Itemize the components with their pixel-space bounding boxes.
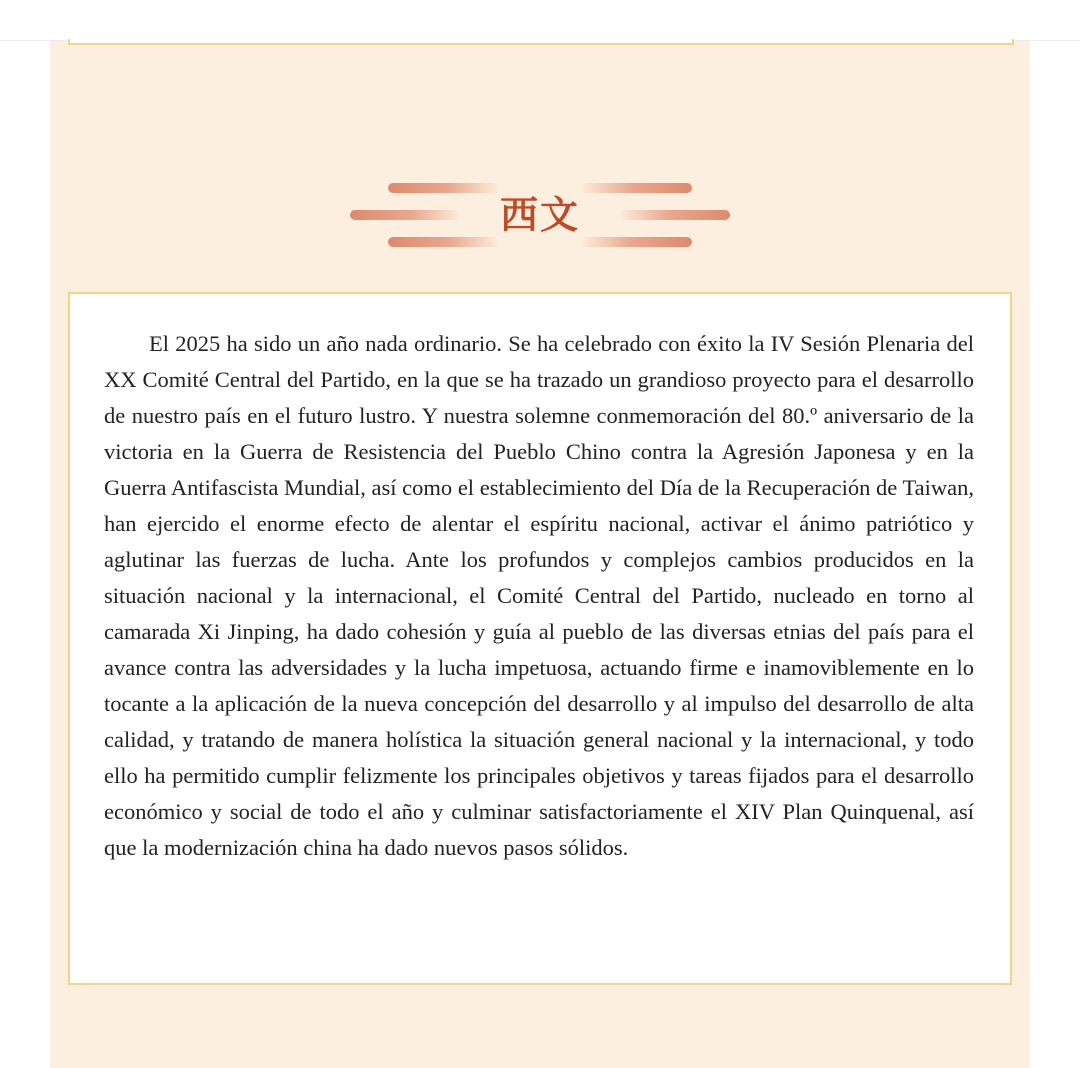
previous-section-box	[68, 39, 1014, 45]
article-text-box	[68, 292, 1012, 985]
heading-decoration-line	[580, 237, 692, 247]
content-panel	[50, 41, 1030, 1068]
article-paragraph: El 2025 ha sido un año nada ordinario. Se ha celebrado con éxito la IV Sesión Plenaria del XX Comité Central del Partido, en la que se ha trazado un grandioso proyecto para el desarrollo de nuestro país en el futuro lustro. Y nuestra solemne conmemoración del 80.º aniversario de la victoria en la Guerra de Resistencia del Pueblo Chino contra la Agresión Japonesa y en la Guerra Antifascista Mundial, así como el establecimiento del Día de la Recuperación de Taiwan, han ejercido el enorme efecto de alentar el espíritu nacional, activar el ánimo patriótico y aglutinar las fuerzas de lucha. Ante los profundos y complejos cambios producidos en la situación nacional y la internacional, el Comité Central del Partido, nucleado en torno al camarada Xi Jinping, ha dado cohesión y guía al pueblo de las diversas etnias del país para el avance contra las adversidades y la lucha impetuosa, actuando firme e inamoviblemente en lo tocante a la aplicación de la nueva concepción del desarrollo y al impulso del desarrollo de alta calidad, y tratando de manera holística la situación general nacional y la internacional, y todo ello ha permitido cumplir felizmente los principales objetivos y tareas fijados para el desarrollo económico y social de todo el año y culminar satisfactoriamente el XIV Plan Quinquenal, así que la modernización china ha dado nuevos pasos sólidos.	[104, 331, 974, 860]
section-heading	[50, 179, 1030, 251]
top-bar	[0, 0, 1080, 41]
heading-decoration-line	[618, 210, 730, 220]
heading-decoration-line	[580, 183, 692, 193]
search-icon[interactable]	[50, 0, 60, 4]
section-title: 西文	[499, 193, 580, 237]
